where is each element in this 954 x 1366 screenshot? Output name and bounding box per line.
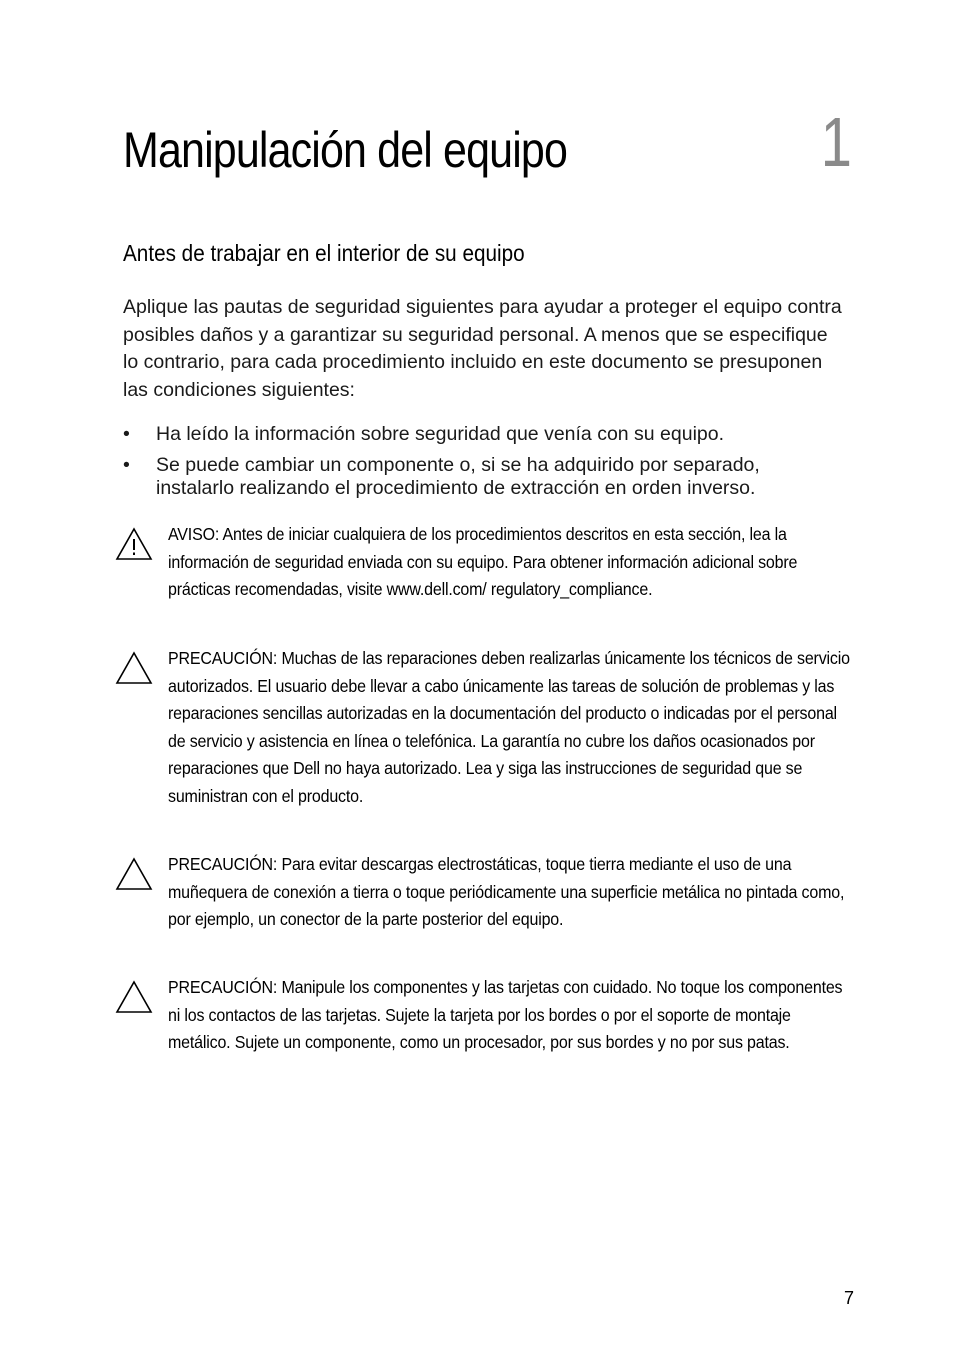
bullet-mark: •	[123, 454, 130, 476]
warning-icon	[115, 527, 153, 561]
caution-notice	[115, 851, 855, 934]
list-item-text: Se puede cambiar un componente o, si se ha adquirido por separado, instalarlo realizando el procedimiento de extracción en orden inverso.	[156, 454, 760, 499]
bullet-list	[123, 423, 823, 508]
section-title: Antes de trabajar en el interior de su equipo	[123, 240, 525, 266]
list-item-text: Ha leído la información sobre seguridad que venía con su equipo.	[156, 423, 725, 445]
notice-text: PRECAUCIÓN: Manipule los componentes y las tarjetas con cuidado. No toque los componentes ni los contactos de las tarjetas. Sujete la tarjeta por los bordes o por el soporte de montaje metálico. Sujete un componente, como un procesador, por sus bordes y no por sus patas.	[168, 977, 843, 1052]
caution-icon	[115, 857, 153, 891]
caution-notice	[115, 645, 855, 810]
list-item	[123, 423, 823, 446]
caution-icon	[115, 651, 153, 685]
intro-paragraph: Aplique las pautas de seguridad siguientes para ayudar a proteger el equipo contra posibles daños y a garantizar su seguridad personal. A menos que se especifique lo contrario, para cada procedimiento incluido en este documento se presuponen las condiciones siguientes:	[123, 296, 842, 401]
list-item	[123, 454, 823, 500]
caution-notice	[115, 974, 855, 1057]
page-number: 7	[844, 1288, 855, 1308]
chapter-title: Manipulación del equipo	[123, 122, 568, 178]
chapter-number: 1	[820, 103, 852, 181]
warning-notice	[115, 521, 855, 604]
bullet-mark: •	[123, 423, 130, 445]
caution-icon	[115, 980, 153, 1014]
notice-text: PRECAUCIÓN: Muchas de las reparaciones deben realizarlas únicamente los técnicos de servicio autorizados. El usuario debe llevar a cabo únicamente las tareas de solución de problemas y las reparaciones sencillas autorizadas en la documentación del producto o indicadas por el personal de servicio y asistencia en línea o telefónica. La garantía no cubre los daños ocasionados por reparaciones que Dell no haya autorizado. Lea y siga las instrucciones de seguridad que se suministran con el producto.	[168, 648, 850, 806]
notice-text: PRECAUCIÓN: Para evitar descargas electrostáticas, toque tierra mediante el uso de una muñequera de conexión a tierra o toque periódicamente una superficie metálica no pintada como, por ejemplo, un conector de la parte posterior del equipo.	[168, 854, 845, 929]
notice-text: AVISO: Antes de iniciar cualquiera de los procedimientos descritos en esta sección, lea la información de seguridad enviada con su equipo. Para obtener información adicional sobre prácticas recomendadas, visite www.dell.com/ regulatory_compliance.	[168, 524, 798, 599]
